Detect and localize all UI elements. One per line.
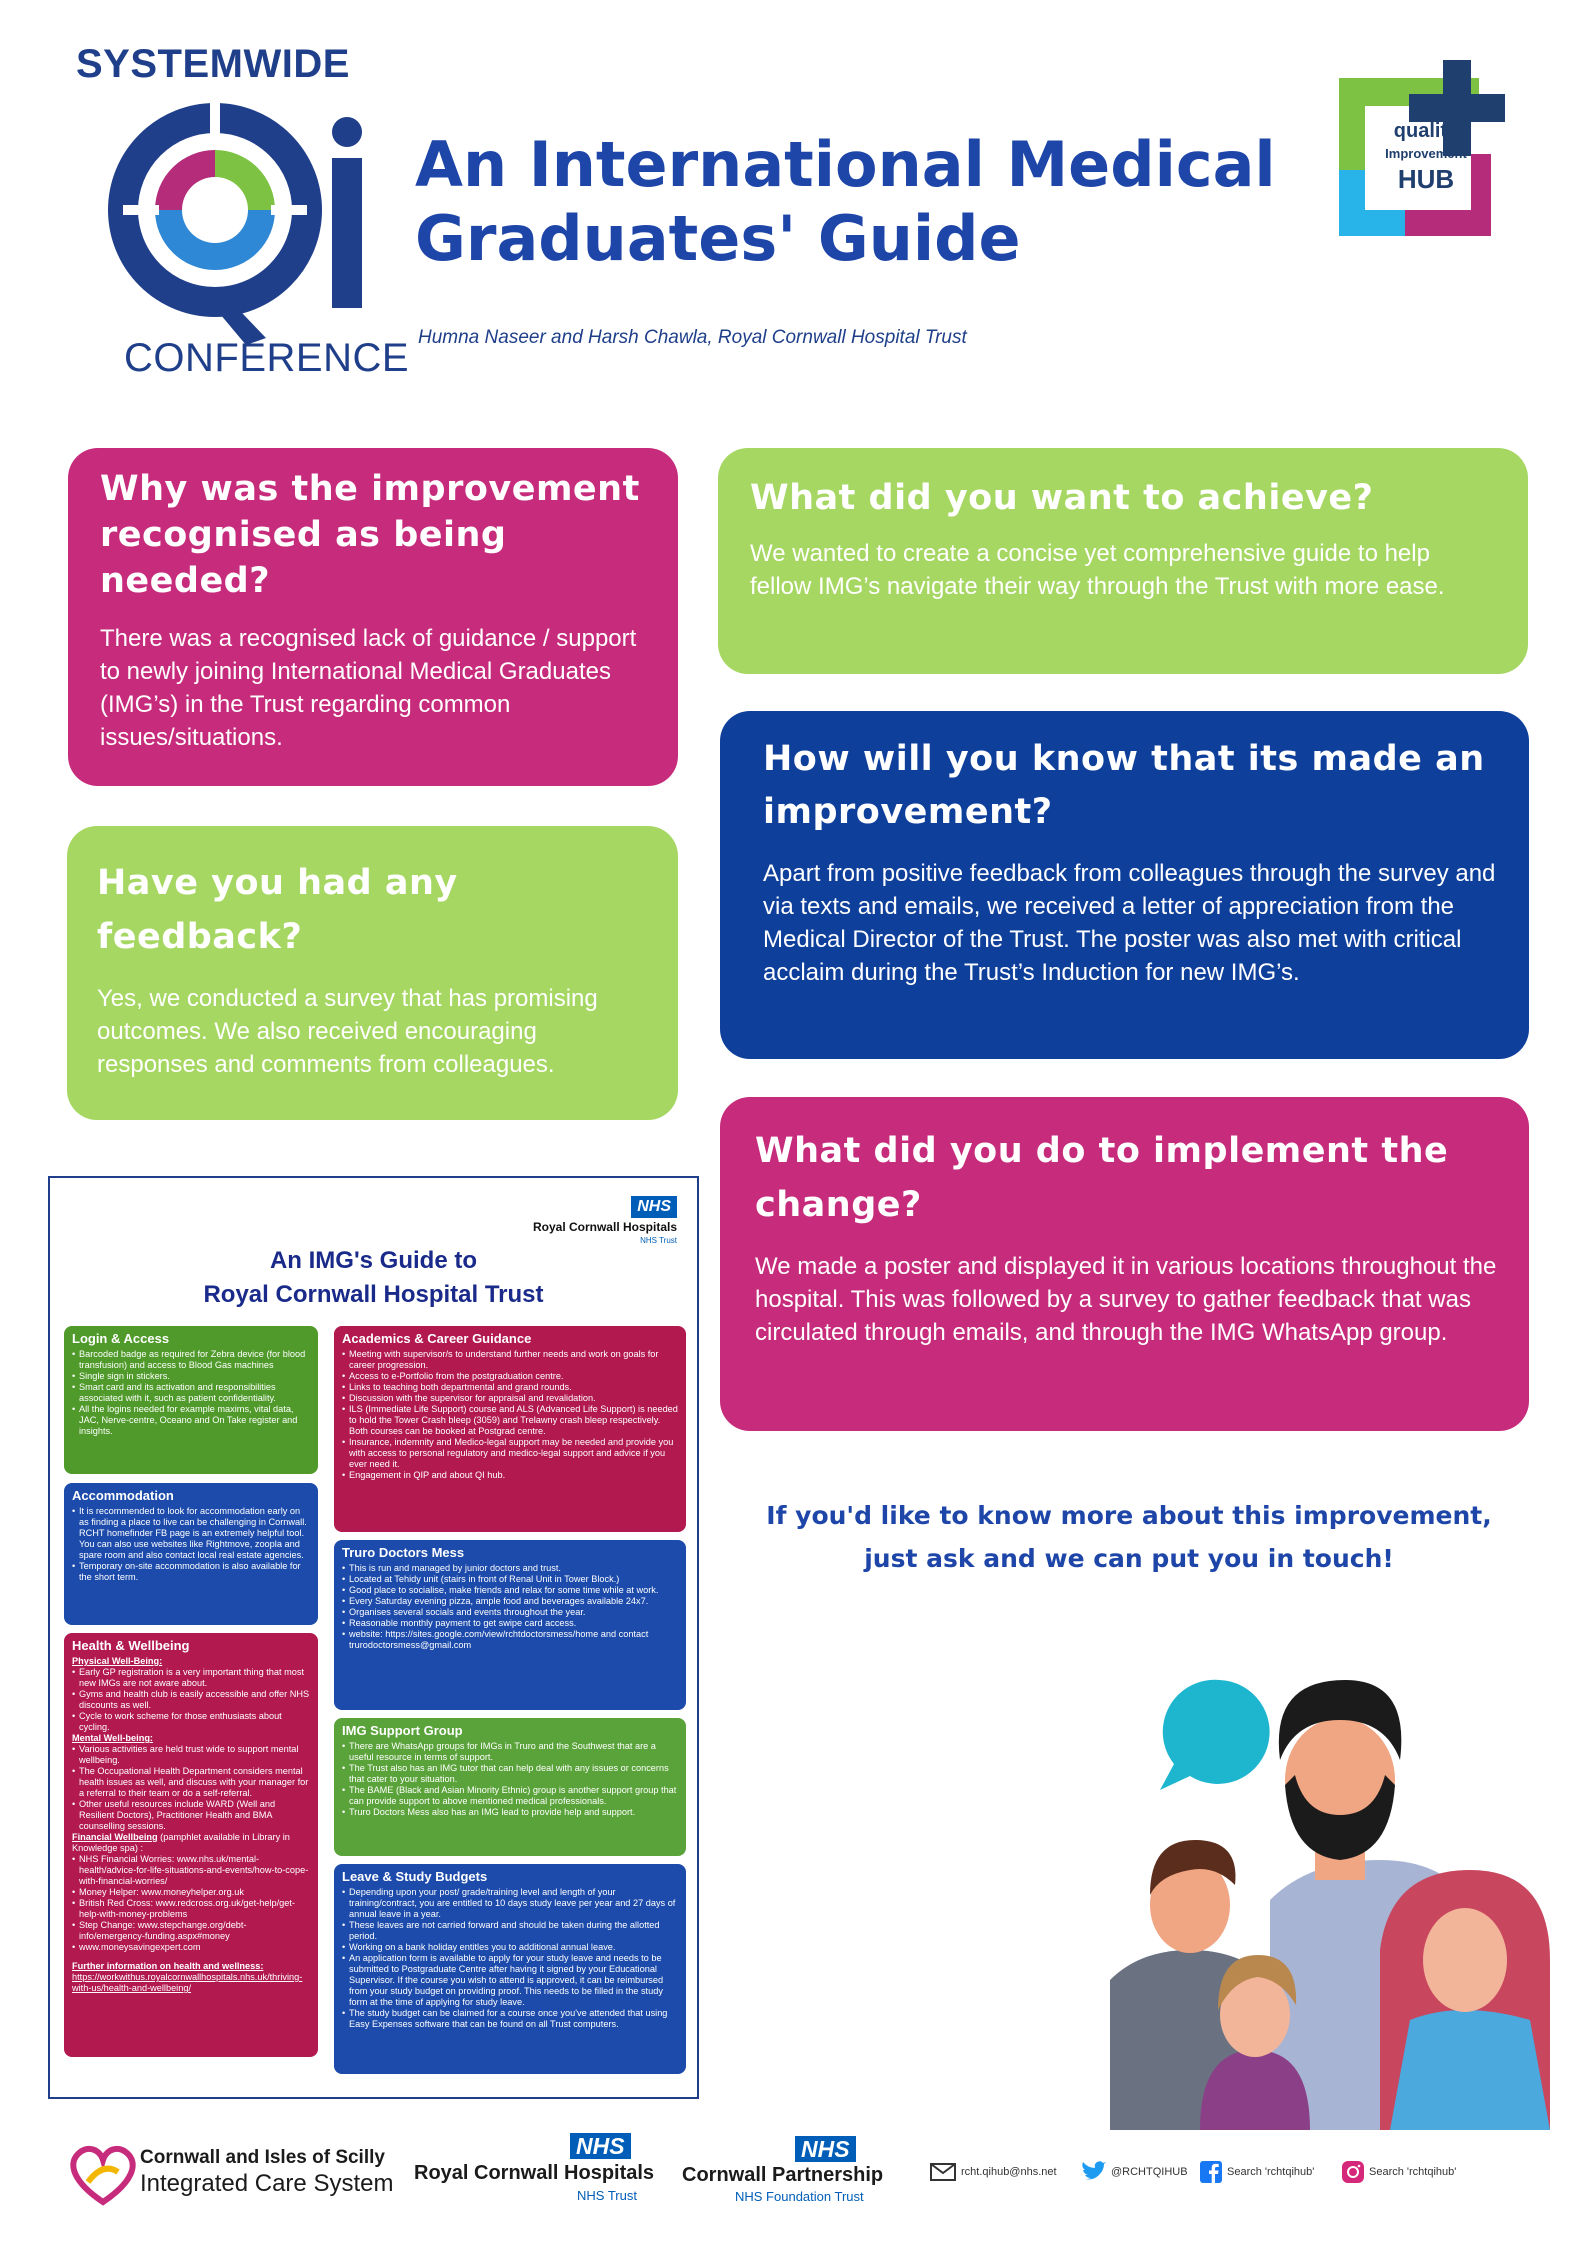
list-item: • Single sign in stickers. (72, 1371, 310, 1382)
instagram-search: Search 'rchtqihub' (1369, 2166, 1457, 2178)
further-info-link[interactable]: https://workwithus.royalcornwallhospitals.nhs.uk/thriving-with-us/health-and-wellbeing/ (72, 1972, 303, 1993)
list-item: • Discussion with the supervisor for appraisal and revalidation. (342, 1393, 678, 1404)
email-icon (930, 2163, 956, 2181)
poster-card-login (64, 1326, 318, 1474)
list-item: • Links to teaching both departmental and grand rounds. (342, 1382, 678, 1393)
poster-card-title: Truro Doctors Mess (342, 1545, 465, 1560)
list-item: • Cycle to work scheme for those enthusiasts about cycling. (72, 1711, 310, 1733)
poster-card-accommodation (64, 1483, 318, 1625)
title-line-2: Graduates' Guide (415, 202, 1021, 275)
poster-card-doctors-mess (334, 1540, 686, 1710)
page-title (415, 128, 1315, 276)
poster-org-sub: NHS Trust (640, 1236, 677, 1245)
list-item: • Meeting with supervisor/s to understand further needs and work on goals for career progression. (342, 1349, 678, 1371)
qi-hub-line-1: quality (1393, 120, 1459, 142)
list-item: • Gyms and health club is easily accessible and offer NHS discounts as well. (72, 1689, 310, 1711)
poster-card-title: Accommodation (72, 1488, 174, 1503)
footer-instagram[interactable] (1342, 2160, 1456, 2184)
box-how-will-you-know (720, 711, 1529, 1059)
instagram-icon (1342, 2161, 1364, 2183)
poster-org-name: Royal Cornwall Hospitals (532, 1220, 677, 1234)
footer-rch-nhs-logo: NHS (570, 2133, 631, 2159)
box-know-heading: How will you know that its made an improvement? (763, 739, 1485, 832)
list-item[interactable]: • website: https://sites.google.com/view/rchtdoctorsmess/home and contact trurodoctorsmess@gmail.com (342, 1629, 678, 1651)
people-illustration (1110, 1640, 1550, 2130)
box-why-needed (68, 448, 678, 786)
list-item: • Truro Doctors Mess also has an IMG lead to provide help and support. (342, 1807, 678, 1818)
poster-card-title: IMG Support Group (342, 1723, 463, 1738)
ics-heart-logo (68, 2142, 138, 2206)
list-item: • Every Saturday evening pizza, ample food and beverages available 24x7. (342, 1596, 678, 1607)
list-item: • Various activities are held trust wide to support mental wellbeing. (72, 1744, 310, 1766)
list-note: (pamphlet available in Library in Knowledge spa) : (72, 1832, 290, 1853)
poster-card-academics (334, 1326, 686, 1532)
list-item: • The BAME (Black and Asian Minority Ethnic) group is another support group that can provide support to above mentioned medical professionals. (342, 1785, 678, 1807)
box-feedback (67, 826, 678, 1120)
footer-ics-line-1: Cornwall and Isles of Scilly (140, 2147, 385, 2168)
list-item[interactable]: • Money Helper: www.moneyhelper.org.uk (72, 1887, 310, 1898)
title-line-1: An International Medical (415, 128, 1276, 201)
list-item: • Temporary on-site accommodation is also available for the short term. (72, 1561, 310, 1583)
conference-logo-top-text: SYSTEMWIDE (76, 42, 350, 86)
list-item: • Located at Tehidy unit (stairs in front of Renal Unit in Tower Block.) (342, 1574, 678, 1585)
list-item: • Smart card and its activation and responsibilities associated with it, such as patient confidentiality. (72, 1382, 310, 1404)
list-item: • Depending upon your post/ grade/training level and length of your training/contract, you are entitled to 10 days study leave per year and 27 days of annual leave in a year. (342, 1887, 678, 1920)
footer-twitter[interactable] (1080, 2160, 1188, 2184)
box-know-body: Apart from positive feedback from colleagues through the survey and via texts and emails, we received a letter of appreciation from the Medical Director of the Trust. The poster was also met with critical acclaim during the Trust’s Induction for new IMG’s. (763, 860, 1496, 986)
img-guide-poster-image (48, 1176, 699, 2099)
poster-nhs-logo: NHS (631, 1196, 677, 1218)
box-implement-change (720, 1097, 1529, 1431)
list-item: • Organises several socials and events throughout the year. (342, 1607, 678, 1618)
facebook-icon (1200, 2161, 1222, 2183)
poster-card-health (64, 1633, 318, 2057)
footer-cp-sub: NHS Foundation Trust (735, 2189, 864, 2204)
list-item: • The study budget can be claimed for a course once you've attended that using Easy Expenses software that can be found on all Trust computers. (342, 2008, 678, 2030)
footer-email[interactable] (930, 2160, 1057, 2184)
facebook-search: Search 'rchtqihub' (1227, 2166, 1315, 2178)
list-item: • Good place to socialise, make friends and relax for some time while at work. (342, 1585, 678, 1596)
list-item: • Barcoded badge as required for Zebra device (for blood transfusion) and access to Blood Gas machines (72, 1349, 310, 1371)
box-feedback-body: Yes, we conducted a survey that has promising outcomes. We also received encouraging responses and comments from colleagues. (97, 985, 598, 1078)
list-subheading: Mental Well-being: (72, 1733, 153, 1743)
poster-card-support-group (334, 1718, 686, 1856)
box-implement-heading: What did you do to implement the change? (755, 1131, 1449, 1225)
twitter-handle: @RCHTQIHUB (1111, 2166, 1188, 2178)
list-item: • Working on a bank holiday entitles you to additional annual leave. (342, 1942, 678, 1953)
authors: Humna Naseer and Harsh Chawla, Royal Cornwall Hospital Trust (418, 327, 967, 348)
box-achieve-body: We wanted to create a concise yet comprehensive guide to help fellow IMG’s navigate their way through the Trust with more ease. (750, 540, 1445, 600)
list-item: • Reasonable monthly payment to get swipe card access. (342, 1618, 678, 1629)
speech-bubble-icon (1160, 1680, 1270, 1790)
footer-rch-name: Royal Cornwall Hospitals (414, 2162, 655, 2184)
list-item: • Other useful resources include WARD (Well and Resilient Doctors), Practitioner Health and BMA counselling sessions. (72, 1799, 310, 1832)
list-item[interactable]: • British Red Cross: www.redcross.org.uk/get-help/get-help-with-money-problems (72, 1898, 310, 1920)
list-item: • The Occupational Health Department considers mental health issues as well, and discuss with your manager for a referral to their team or do a self-referral. (72, 1766, 310, 1799)
twitter-icon (1080, 2161, 1106, 2183)
email-text: rcht.qihub@nhs.net (961, 2166, 1057, 2178)
list-item: • Engagement in QIP and about QI hub. (342, 1470, 678, 1481)
list-subheading: Further information on health and wellness: (72, 1961, 264, 1971)
qi-conference-logo (70, 40, 390, 380)
footer-cp-name: Cornwall Partnership (682, 2164, 884, 2186)
list-item: • Insurance, indemnity and Medico-legal support may be needed and provide you with access to personal regulatory and medico-legal support and advice if you ever need it. (342, 1437, 678, 1470)
footer-ics-line-2: Integrated Care System (140, 2170, 394, 2197)
list-item: • An application form is available to apply for your study leave and needs to be submitted to Postgraduate Centre after having it signed by your Educational Supervisor. If the course you wish to attend is approved, it can be reimbursed from your study budget on providing proof. This needs to be filled in the study form at the time of applying for study leave. (342, 1953, 678, 2008)
poster-card-title: Health & Wellbeing (72, 1638, 190, 1653)
poster-title (50, 1244, 697, 1312)
list-item: • This is run and managed by junior doctors and trust. (342, 1563, 678, 1574)
poster-title-line-1: An IMG's Guide to (269, 1247, 478, 1274)
box-why-heading: Why was the improvement recognised as being needed? (100, 469, 640, 601)
poster-card-title: Academics & Career Guidance (342, 1331, 532, 1346)
footer-facebook[interactable] (1200, 2160, 1314, 2184)
conference-logo-bottom-text: CONFERENCE (124, 336, 410, 380)
poster-title-line-2: Royal Cornwall Hospital Trust (203, 1281, 544, 1308)
cta-line-2: just ask and we can put you in touch! (864, 1544, 1394, 1573)
list-item: • There are WhatsApp groups for IMGs in Truro and the Southwest that are a useful resource in terms of support. (342, 1741, 678, 1763)
list-item: • Early GP registration is a very important thing that most new IMGs are not aware about. (72, 1667, 310, 1689)
list-financial-header (72, 1832, 310, 1854)
list-item: • All the logins needed for example maxims, vital data, JAC, Nerve-centre, Oceano and On Take register and insights. (72, 1404, 310, 1437)
cta-line-1: If you'd like to know more about this improvement, (766, 1501, 1492, 1530)
list-item: • It is recommended to look for accommodation early on as finding a place to live can be challenging in Cornwall. RCHT homefinder FB page is an extremely helpful tool. You can also use websites like Rightmove, zoopla and spare room and also contact local real estate agencies. (72, 1506, 310, 1561)
list-item[interactable]: • Step Change: www.stepchange.org/debt-info/emergency-funding.aspx#money (72, 1920, 310, 1942)
call-to-action (720, 1494, 1538, 1580)
box-want-to-achieve (718, 448, 1528, 674)
list-item: • Access to e-Portfolio from the postgraduation centre. (342, 1371, 678, 1382)
list-item: • ILS (Immediate Life Support) course and ALS (Advanced Life Support) is needed to hold the Tower Crash bleep (3059) and Trelawny crash bleep respectively. Both courses can be booked at Postgrad centre. (342, 1404, 678, 1437)
list-subheading: Financial Wellbeing (72, 1832, 158, 1842)
qi-hub-line-2: Improvement (1385, 146, 1467, 161)
footer-rch-sub: NHS Trust (577, 2188, 637, 2203)
qi-hub-line-3: HUB (1397, 164, 1455, 194)
box-achieve-heading: What did you want to achieve? (750, 478, 1374, 518)
list-subheading: Physical Well-Being: (72, 1656, 163, 1666)
list-item[interactable]: • www.moneysavingexpert.com (72, 1942, 310, 1953)
footer-cp-nhs-logo: NHS (795, 2136, 856, 2162)
list-item: • These leaves are not carried forward and should be taken during the allotted period. (342, 1920, 678, 1942)
poster-card-leave (334, 1864, 686, 2074)
list-item: • The Trust also has an IMG tutor that can help deal with any issues or concerns that cater to your situation. (342, 1763, 678, 1785)
box-feedback-heading: Have you had any feedback? (97, 863, 458, 957)
box-why-body: There was a recognised lack of guidance / support to newly joining International Medical Graduates (IMG’s) in the Trust regarding common issues/situations. (100, 625, 637, 751)
box-implement-body: We made a poster and displayed it in various locations throughout the hospital. This was followed by a survey to gather feedback that was circulated through emails, and through the IMG WhatsApp group. (755, 1253, 1497, 1346)
poster-card-title: Leave & Study Budgets (342, 1869, 488, 1884)
poster-card-title: Login & Access (72, 1331, 170, 1346)
list-item[interactable]: • NHS Financial Worries: www.nhs.uk/mental-health/advice-for-life-situations-and-events/how-to-cope-with-financial-worries/ (72, 1854, 310, 1887)
